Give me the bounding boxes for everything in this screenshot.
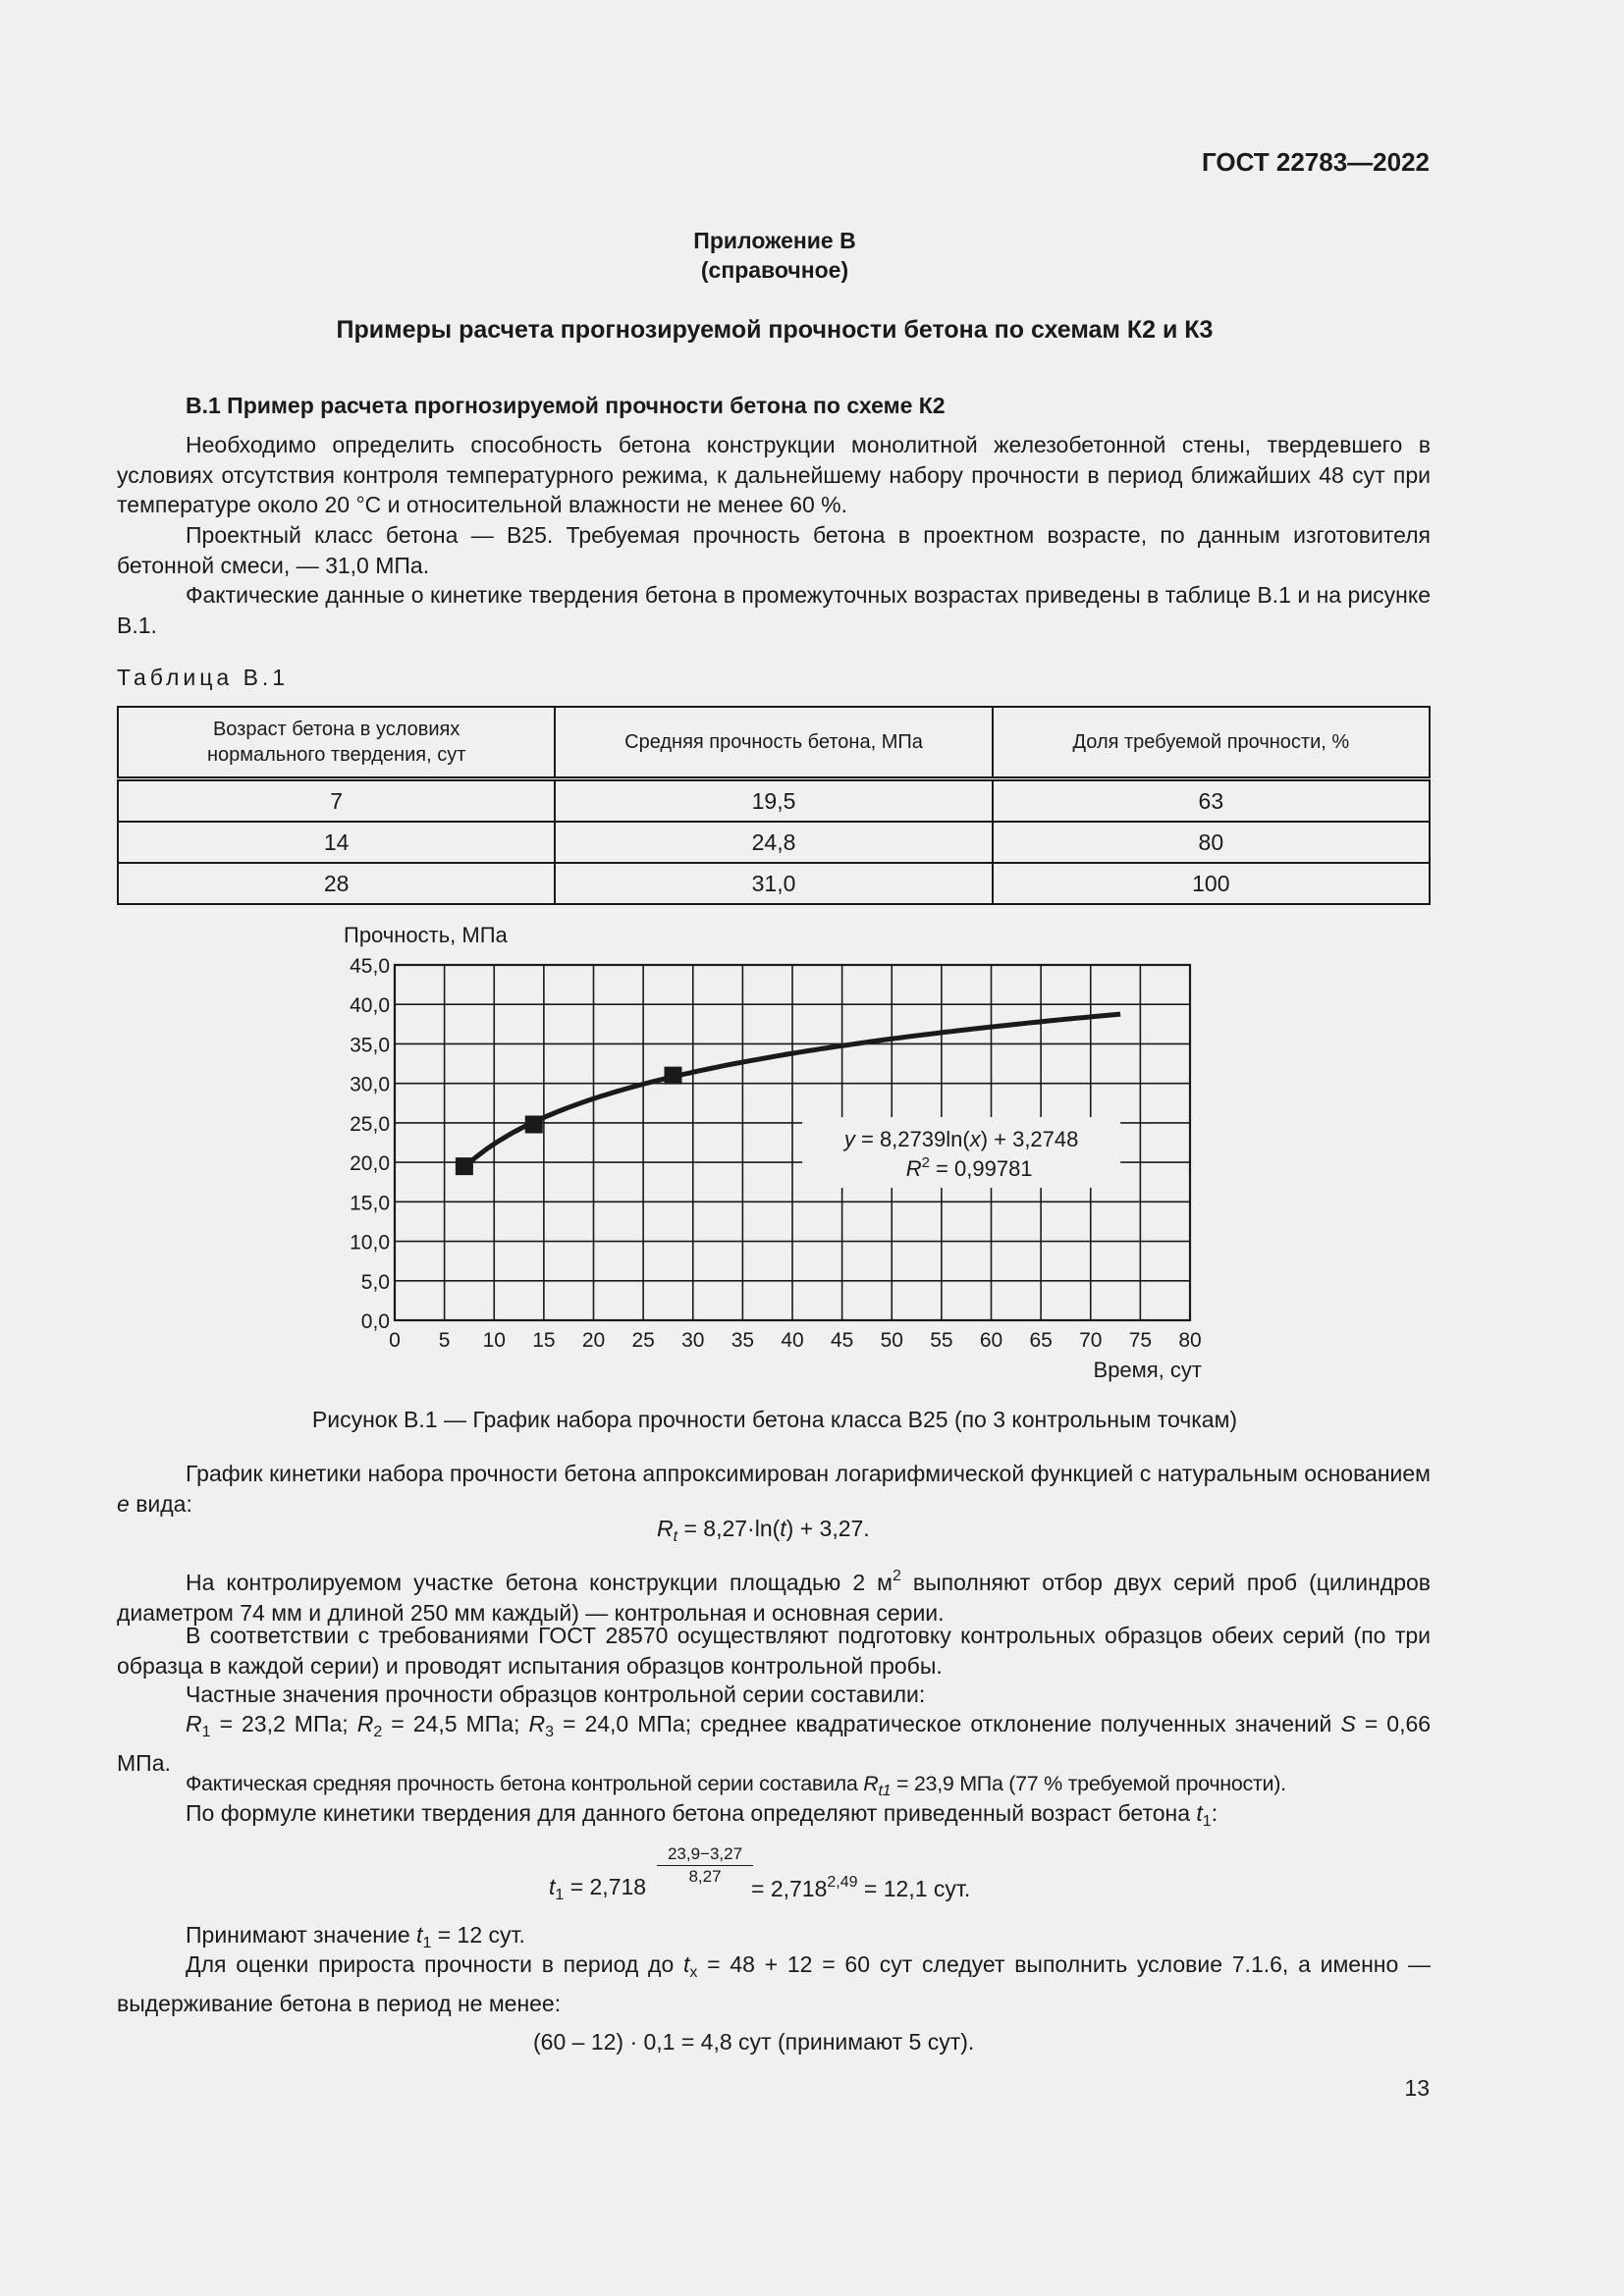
paragraph: График кинетики набора прочности бетона аппроксимирован логарифмической функцией с натуральным основанием e вида: (117, 1461, 1431, 1517)
paragraph: Принимают значение $t_1 = 12$ сут. (186, 1922, 525, 1951)
table-cell: 14 (118, 822, 555, 863)
table-cell: 7 (118, 779, 555, 823)
x-tick-label: 65 (1029, 1329, 1053, 1352)
data-table (117, 706, 1431, 905)
table-header-row (118, 707, 1430, 779)
x-tick-label: 5 (438, 1329, 451, 1352)
paragraph: $R_1 = 23,2$ МПа; $R_2 = 24,5$ МПа; $R_3 = 24,0$ МПа; среднее квадратическое отклонение полученных значений S = 0,66 МПа. (117, 1711, 1432, 1776)
document-page: ГОСТ 22783—2022 Приложение В (справочное) Примеры расчета прогнозируемой прочности бетона по схемам К2 и К3 В.1 Пример расчета прогнозируемой прочности бетона по схеме К2 Необходимо определить способность бетона конструкции монолитной железобетонной стены, твердевшего в условиях отсутствия контроля температурного режима, к дальнейшему набору прочности в период ближайших 48 сут при температуре около 20 °С и относительной влажности не менее 60 %. Проектный класс бетона — В25. Требуемая прочность бетона в проектном возрасте, по данным изготовителя бетонной смеси, — 31,0 МПа. Фактические данные о кинетике твердения бетона в промежуточных возрастах приведены в таблице В.1 и на рисунке В.1. Таблица В.1 Возраст бетона в условиях нормального твердения, сут Средняя прочность бетона, МПа Доля требуемой прочности, % 7 19,5 63 14 24,8 80 28 31,0 100 0 5 10 15 20 25 30 35 40 45 50 55 60 65 70 75 80 0,0 5,0 10,0 15,0 20,0 25,0 30,0 35,0 40,0 45,0 Прочность, МПа Время, сут y = 8,2739ln(x) + 3,2748 $R^2 = 0,99781$ Рисунок В.1 — График набора прочности бетона класса В25 (по 3 контрольным точкам) График кинетики набора прочности бетона аппроксимирован логарифмической функцией с натуральным основанием e вида: $R_t = 8,27\cdot\ln(t) + 3,27$. На контролируемом участке бетона конструкции площадью 2 $м^2$ выполняют отбор двух серий проб (цилиндров диаметром 74 мм и длиной 250 мм каждый) — контрольная и основная серии. В соответствии с требованиями ГОСТ 28570 осуществляют подготовку контрольных образцов обеих серий (по три образца в каждой серии) и проводят испытания образцов контрольной пробы. Частные значения прочности образцов контрольной серии составили: $R_1 = 23,2$ МПа; $R_2 = 24,5$ МПа; $R_3 = 24,0$ МПа; среднее квадратическое отклонение полученных значений S = 0,66 МПа. Фактическая средняя прочность бетона контрольной серии составила $R_{t1} = 23,9$ МПа (77 % требуемой прочности). По формуле кинетики твердения для данного бетона определяют приведенный возраст бетона $t_1$: $t_1 = 2,718$ 23,9−3,27 8,27 = $2,718^{2,49} = 12,1$ сут. Принимают значение $t_1 = 12$ сут. Для оценки прироста прочности в период до $t_x = 48 + 12 = 60$ сут следует выполнить условие 7.1.6, а именно — выдерживание бетона в период не менее: (60 – 12) · 0,1 = 4,8 сут (принимают 5 сут). 13 (0, 0, 1624, 2296)
table-cell: 24,8 (555, 822, 992, 863)
data-point (665, 1067, 682, 1085)
paragraph: Необходимо определить способность бетона конструкции монолитной железобетонной стены, твердевшего в условиях отсутствия контроля температурного режима, к дальнейшему набору прочности в период ближайших 48 сут при температуре около 20 °С и относительной влажности не менее 60 %. (117, 432, 1431, 517)
paragraph: Проектный класс бетона — В25. Требуемая прочность бетона в проектном возрасте, по данным изготовителя бетонной смеси, — 31,0 МПа. (117, 522, 1431, 578)
x-tick-label: 60 (979, 1329, 1003, 1352)
y-tick-label: 0,0 (360, 1310, 390, 1333)
table-cell: 28 (118, 863, 555, 904)
x-tick-label: 55 (930, 1329, 953, 1352)
paragraph: Для оценки прироста прочности в период до $t_x = 48 + 12 = 60$ сут следует выполнить условие 7.1.6, а именно — выдерживание бетона в период не менее: (117, 1951, 1432, 2016)
paragraph: Фактическая средняя прочность бетона контрольной серии составила $R_{t1} = 23,9$ МПа (77 % требуемой прочности). (186, 1772, 1286, 1799)
y-tick-label: 40,0 (350, 994, 390, 1018)
table-row (118, 779, 1430, 823)
x-tick-label: 25 (631, 1329, 655, 1352)
paragraph: По формуле кинетики твердения для данного бетона определяют приведенный возраст бетона $t_1$: (186, 1800, 1218, 1830)
paragraph: В соответствии с требованиями ГОСТ 28570 осуществляют подготовку контрольных образцов обеих серий (по три образца в каждой серии) и проводят испытания образцов контрольной пробы. (117, 1623, 1431, 1679)
x-tick-label: 0 (389, 1329, 401, 1352)
y-tick-label: 35,0 (350, 1034, 390, 1057)
standard-id: ГОСТ 22783—2022 (1202, 147, 1430, 177)
r-squared-label: $R^2 = 0,99781$ (905, 1154, 1033, 1182)
column-header: Доля требуемой прочности, % (993, 707, 1430, 779)
formula-rt: $R_t = 8,27\cdot\ln(t) + 3,27$. (657, 1516, 870, 1545)
table-cell: 31,0 (555, 863, 992, 904)
formula-duration: (60 – 12) · 0,1 = 4,8 сут (принимают 5 сут). (533, 2029, 975, 2055)
paragraph: На контролируемом участке бетона конструкции площадью 2 $м^2$ выполняют отбор двух серий проб (цилиндров диаметром 74 мм и длиной 250 мм каждый) — контрольная и основная серии. (117, 1568, 1431, 1626)
x-tick-label: 20 (581, 1329, 606, 1352)
y-tick-label: 15,0 (350, 1192, 390, 1215)
appendix-heading (0, 226, 1549, 285)
appendix-label: Приложение В (693, 228, 856, 253)
table-cell: 100 (993, 863, 1430, 904)
x-axis-title: Время, сут (1093, 1358, 1202, 1382)
y-tick-label: 20,0 (350, 1152, 390, 1176)
x-tick-label: 45 (830, 1329, 854, 1352)
y-tick-label: 10,0 (350, 1231, 390, 1255)
table-row (118, 822, 1430, 863)
section-heading: В.1 Пример расчета прогнозируемой прочности бетона по схеме К2 (186, 393, 946, 418)
x-tick-label: 40 (781, 1329, 804, 1352)
appendix-title: Примеры расчета прогнозируемой прочности бетона по схемам К2 и К3 (336, 316, 1214, 344)
table-row (118, 863, 1430, 904)
x-tick-label: 50 (880, 1329, 903, 1352)
paragraph: Фактические данные о кинетике твердения бетона в промежуточных возрастах приведены в таблице В.1 и на рисунке В.1. (117, 582, 1431, 638)
paragraph: Частные значения прочности образцов контрольной серии составили: (186, 1682, 926, 1707)
table-cell: 80 (993, 822, 1430, 863)
y-axis-title: Прочность, МПа (344, 923, 508, 947)
table-caption: Таблица В.1 (117, 665, 290, 690)
data-point (525, 1115, 543, 1133)
table-cell: 19,5 (555, 779, 992, 823)
x-tick-label: 70 (1079, 1329, 1103, 1352)
x-tick-label: 30 (681, 1329, 705, 1352)
x-tick-label: 80 (1178, 1329, 1202, 1352)
y-tick-label: 30,0 (350, 1073, 390, 1096)
y-tick-label: 25,0 (350, 1112, 390, 1136)
page-number: 13 (1404, 2075, 1430, 2101)
column-header: Возраст бетона в условиях нормального твердения, сут (118, 707, 555, 779)
x-tick-label: 10 (482, 1329, 506, 1352)
trendline-equation: y = 8,2739ln(x) + 3,2748 (843, 1127, 1079, 1152)
data-point (456, 1157, 473, 1175)
x-tick-label: 75 (1128, 1329, 1153, 1352)
appendix-type: (справочное) (700, 257, 849, 283)
y-tick-label: 45,0 (350, 955, 390, 978)
column-header: Средняя прочность бетона, МПа (555, 707, 992, 779)
x-tick-label: 35 (731, 1329, 755, 1352)
figure-caption: Рисунок В.1 — График набора прочности бетона класса В25 (по 3 контрольным точкам) (311, 1407, 1238, 1432)
table-cell: 63 (993, 779, 1430, 823)
x-tick-label: 15 (532, 1329, 556, 1352)
y-tick-label: 5,0 (360, 1270, 390, 1294)
strength-chart (324, 913, 1237, 1394)
